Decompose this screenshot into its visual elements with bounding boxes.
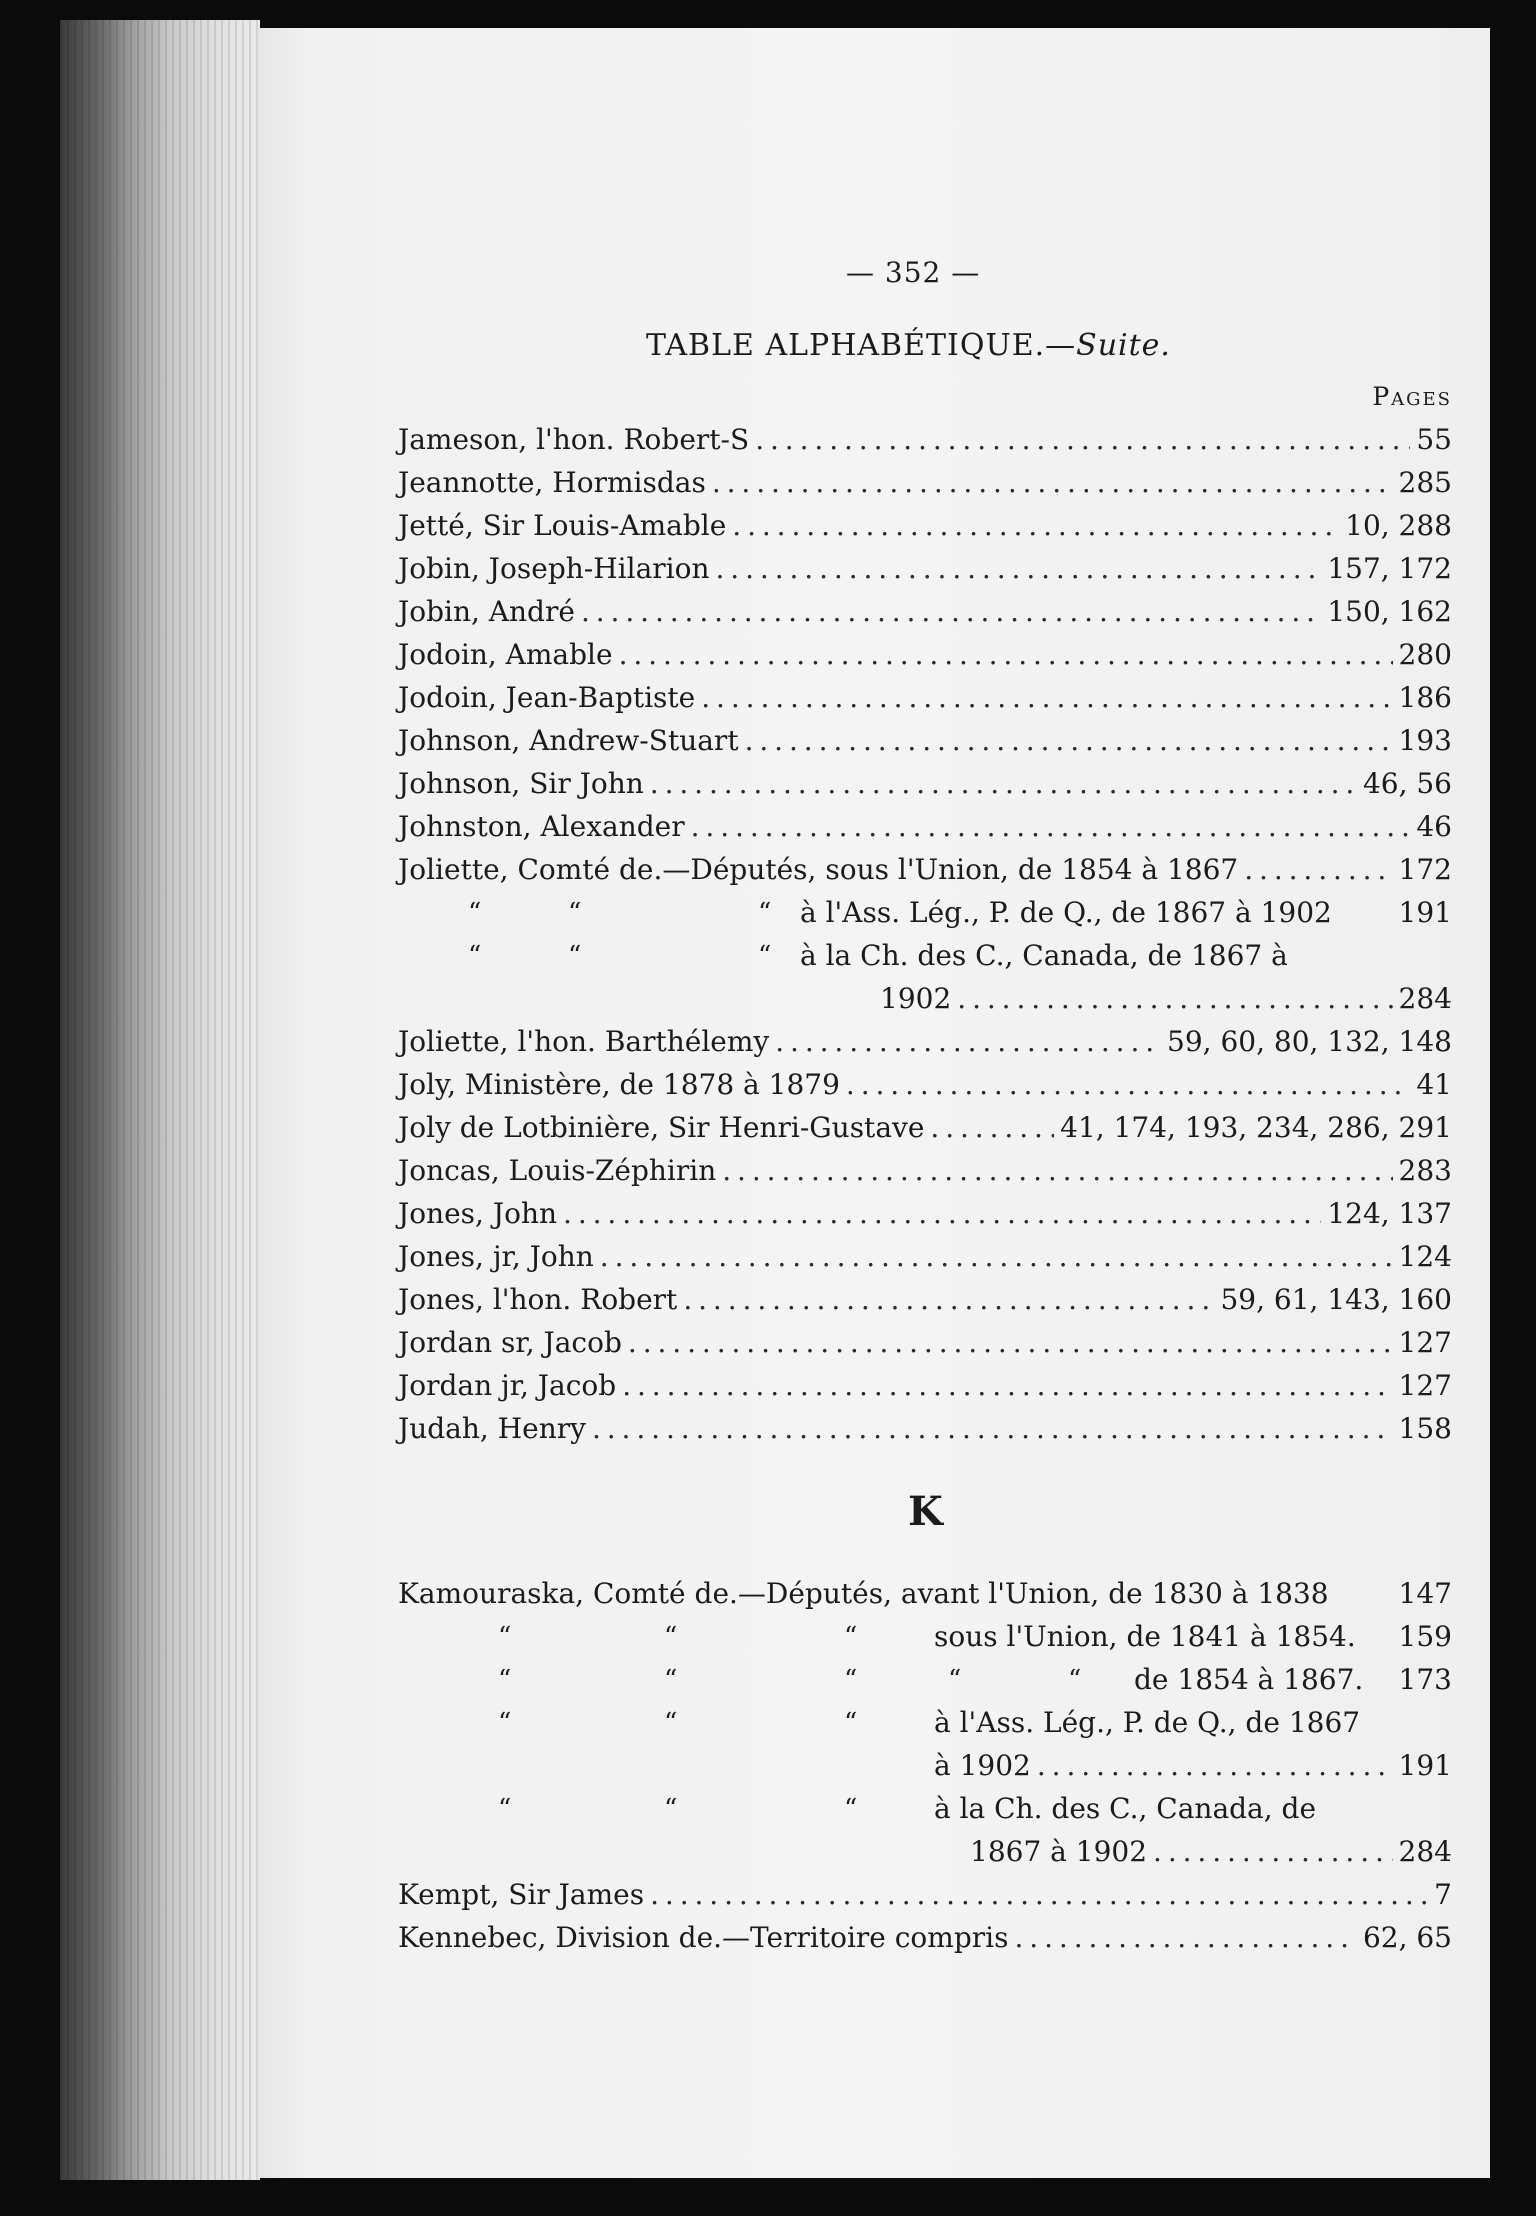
index-entry-kamouraska-county: Kamouraska, Comté de.—Députés, avant l'Union, de 1830 à 1838 147 [398,1577,1452,1610]
index-entry: Joly, Ministère, de 1878 à 1879 . . . 41 [398,1065,1452,1105]
sub-entry-text: à l'Ass. Lég., P. de Q., de 1867 [934,1706,1361,1739]
index-entry: Johnston, Alexander . . . 46 [398,807,1452,847]
index-entry: Jameson, l'hon. Robert-S . . . 55 [398,420,1452,460]
index-entry-joliette-county: Joliette, Comté de.—Députés, sous l'Union, de 1854 à 1867 . . . 172 [398,850,1452,890]
ditto-mark: “ [844,1794,858,1824]
sub-entry-pages: 191 [1398,896,1452,929]
index-entry: Joly de Lotbinière, Sir Henri-Gustave . . . 41, 174, 193, 234, 286, 291 [398,1108,1452,1148]
index-entry: Jordan jr, Jacob . . . 127 [398,1366,1452,1406]
ditto-mark: “ [758,941,772,971]
index-entry: Jordan sr, Jacob . . . 127 [398,1323,1452,1363]
index-entry: Jobin, Joseph-Hilarion . . . 157, 172 [398,549,1452,589]
ditto-mark: “ [1068,1665,1082,1695]
ditto-mark: “ [844,1665,858,1695]
ditto-mark: “ [468,898,482,928]
sub-entry-continuation: à 1902 . . . 191 [934,1746,1452,1786]
sub-entry-continuation: 1867 à 1902 . . . 284 [970,1832,1452,1872]
title-suffix: —Suite. [1045,328,1171,363]
ditto-mark: “ [498,1708,512,1738]
index-entry: Jodoin, Jean-Baptiste . . . 186 [398,678,1452,718]
book-page-edges [60,20,260,2180]
sub-entry-text: à la Ch. des C., Canada, de 1867 à [800,939,1288,972]
index-entry: Jones, jr, John . . . 124 [398,1237,1452,1277]
ditto-mark: “ [758,898,772,928]
index-entry: Jones, l'hon. Robert . . . 59, 61, 143, 160 [398,1280,1452,1320]
ditto-mark: “ [498,1794,512,1824]
index-entry: Joncas, Louis-Zéphirin . . . 283 [398,1151,1452,1191]
ditto-mark: “ [568,898,582,928]
ditto-mark: “ [844,1708,858,1738]
ditto-mark: “ [844,1622,858,1652]
index-entry: Kennebec, Division de.—Territoire compris . . . 62, 65 [398,1918,1452,1958]
index-entry: Jones, John . . . 124, 137 [398,1194,1452,1234]
ditto-mark: “ [948,1665,962,1695]
sub-entry-text: sous l'Union, de 1841 à 1854. [934,1620,1356,1653]
ditto-mark: “ [498,1622,512,1652]
ditto-mark: “ [664,1708,678,1738]
ditto-mark: “ [664,1794,678,1824]
sub-entry-text: à la Ch. des C., Canada, de [934,1792,1317,1825]
index-entry: Jodoin, Amable . . . 280 [398,635,1452,675]
sub-entry-pages: 159 [1398,1620,1452,1653]
pages-column-header: Pages [1372,382,1452,411]
index-entry: Judah, Henry . . . 158 [398,1409,1452,1449]
sub-entry-text: à l'Ass. Lég., P. de Q., de 1867 à 1902 [800,896,1332,929]
section-letter-heading: K [908,1488,943,1535]
index-entry: Jobin, André . . . 150, 162 [398,592,1452,632]
title-main: TABLE ALPHABÉTIQUE. [646,328,1046,363]
page-title [646,328,1246,363]
ditto-mark: “ [498,1665,512,1695]
ditto-mark: “ [568,941,582,971]
sub-entry-continuation: 1902 . . . 284 [880,979,1452,1019]
ditto-mark: “ [664,1665,678,1695]
index-entry: Jeannotte, Hormisdas . . . 285 [398,463,1452,503]
ditto-mark: “ [468,941,482,971]
sub-entry-text: de 1854 à 1867. [1134,1663,1364,1696]
book-page [258,28,1490,2178]
index-entry: Johnson, Andrew-Stuart . . . 193 [398,721,1452,761]
index-entry: Jetté, Sir Louis-Amable . . . 10, 288 [398,506,1452,546]
index-entry: Kempt, Sir James . . . 7 [398,1875,1452,1915]
index-entry: Johnson, Sir John . . . 46, 56 [398,764,1452,804]
page-number: — 352 — [846,256,981,289]
sub-entry-pages: 173 [1398,1663,1452,1696]
index-entry: Joliette, l'hon. Barthélemy . . . 59, 60, 80, 132, 148 [398,1022,1452,1062]
ditto-mark: “ [664,1622,678,1652]
